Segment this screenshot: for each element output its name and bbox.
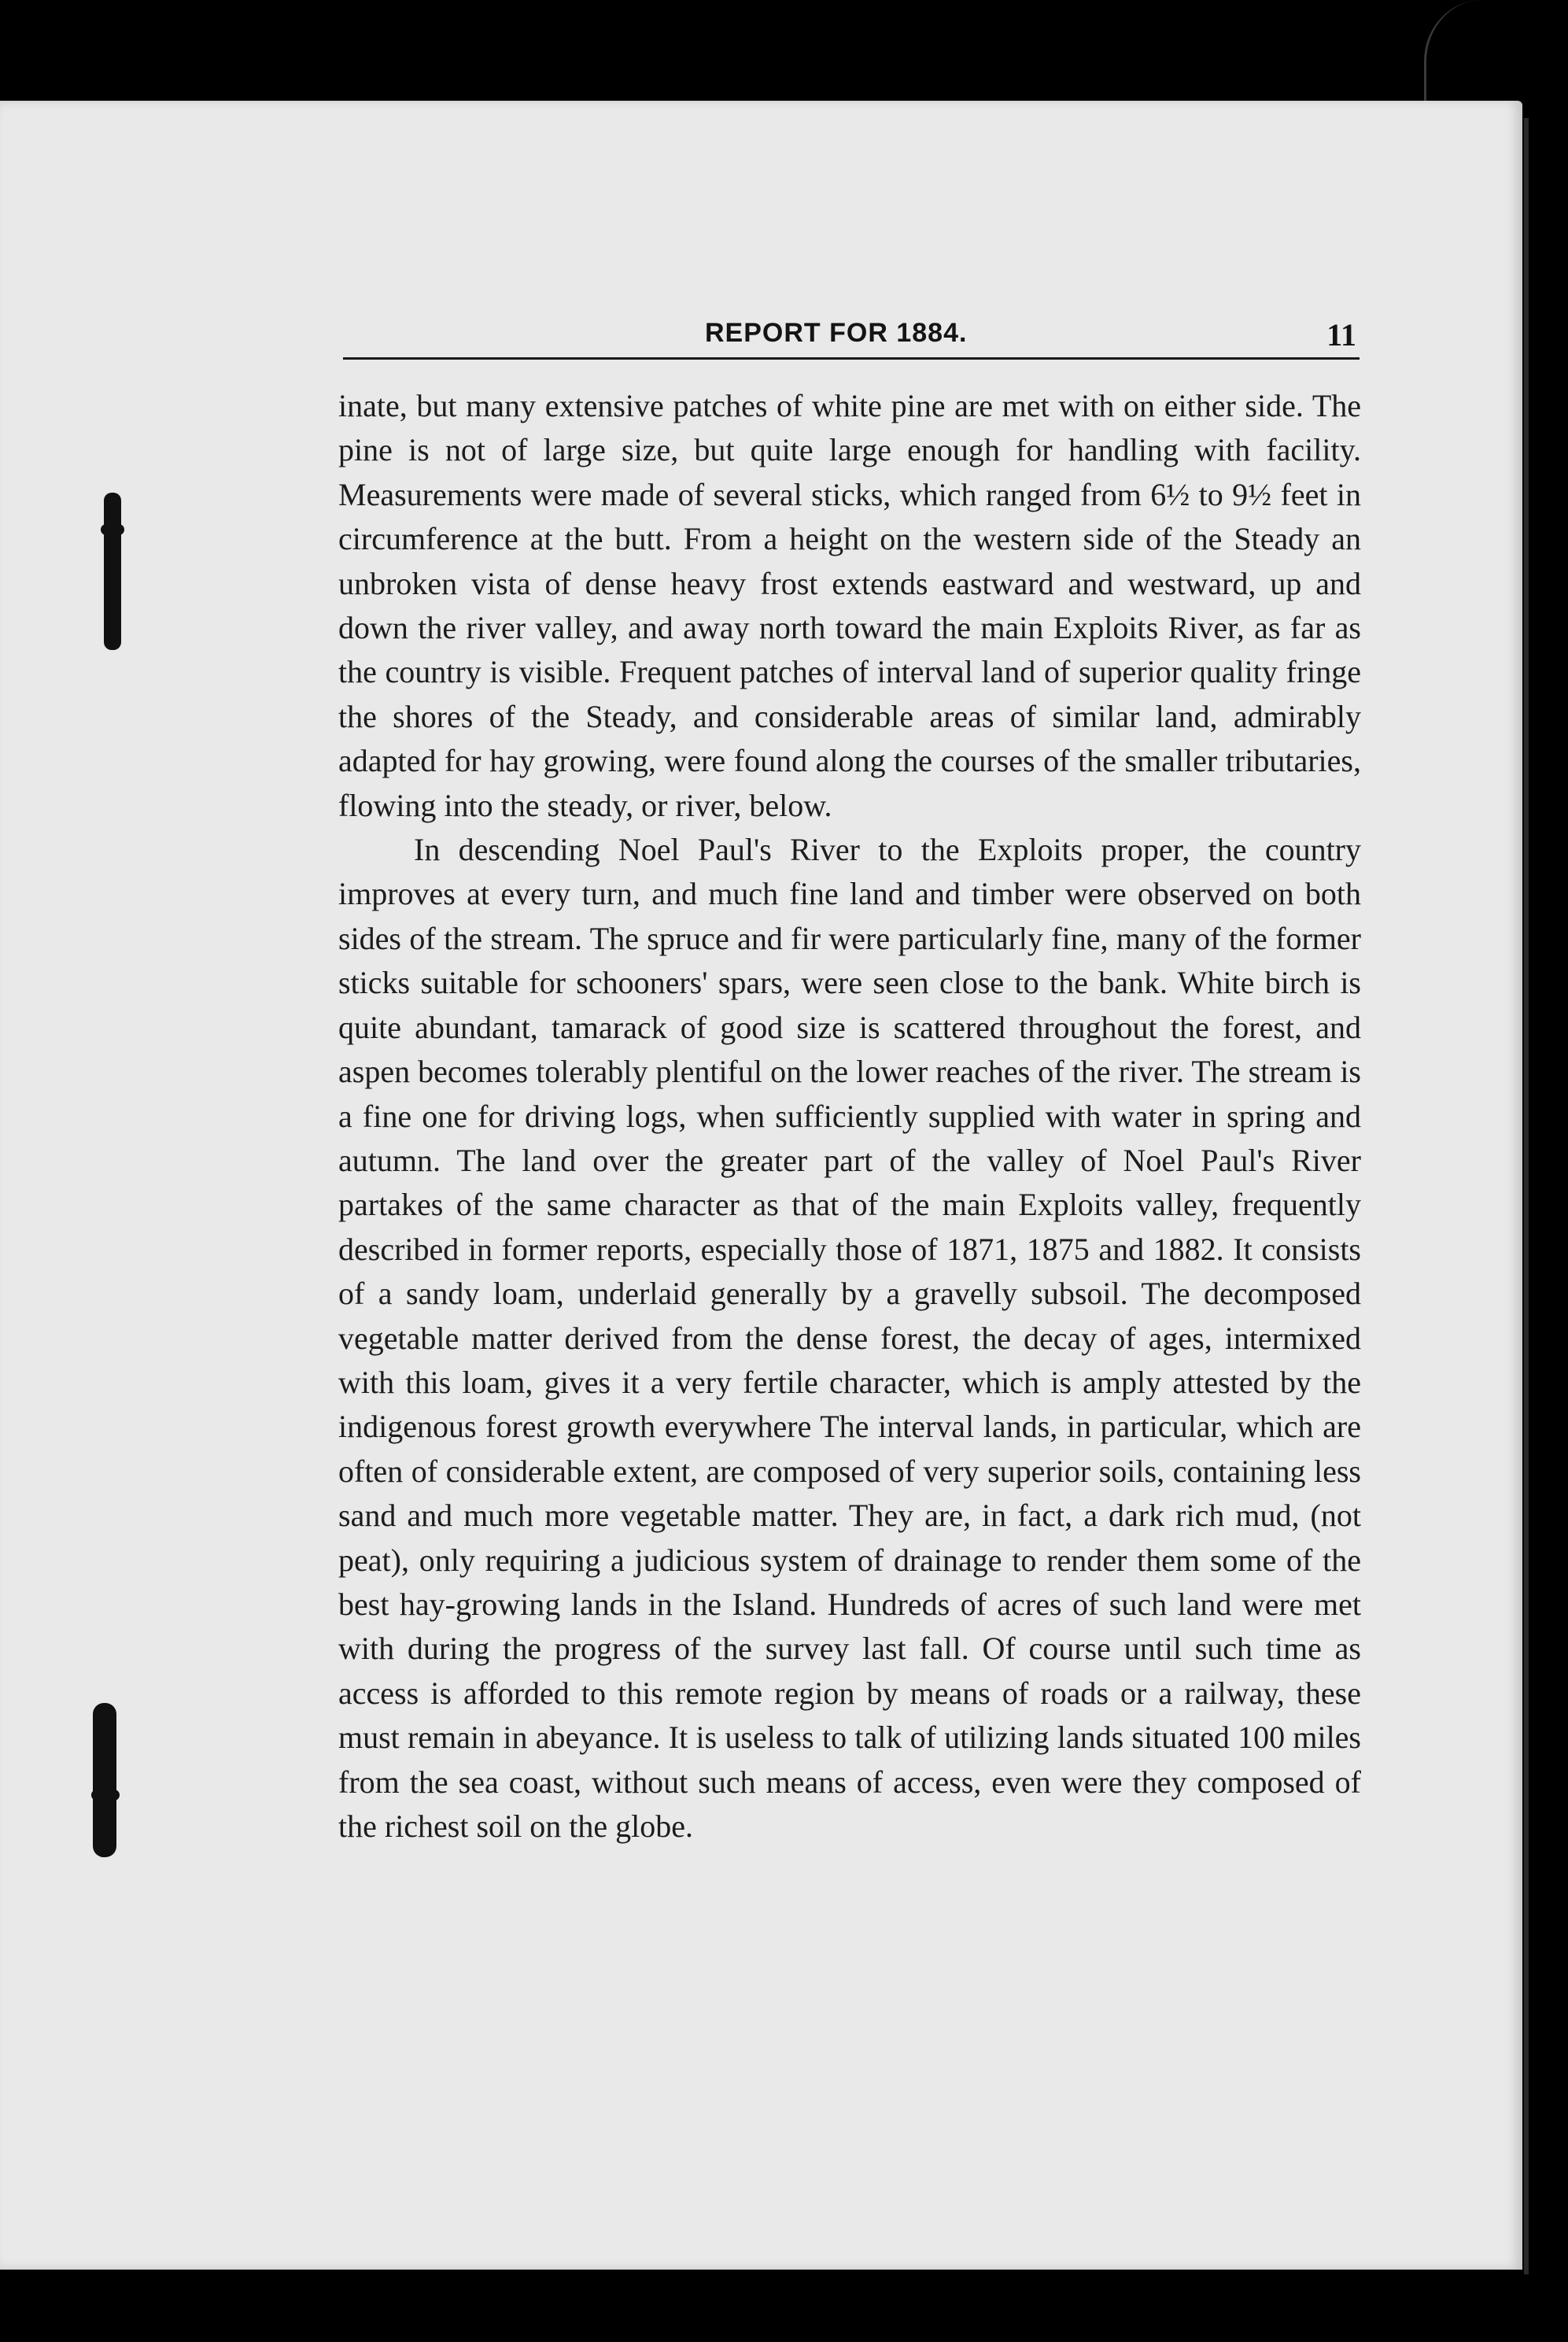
scan-artifact <box>1424 0 1521 102</box>
binding-mark-bottom <box>93 1703 116 1857</box>
running-header <box>343 315 1360 362</box>
header-rule <box>343 357 1360 360</box>
header-title: REPORT FOR 1884. <box>705 318 968 348</box>
binding-mark-top <box>104 493 121 650</box>
body-text <box>338 384 1361 1849</box>
page-number: 11 <box>1326 317 1356 353</box>
page-edge <box>1524 118 1529 2274</box>
paragraph-1: inate, but many extensive patches of white pine are met with on either side. The pine is not of large size, but quite large enough for handling with facility. Measurements were made of several sticks, which ranged from 6½ to 9½ feet in circumference at the butt. From a height on the western side of the Steady an unbroken vista of dense heavy frost extends eastward and westward, up and down the river valley, and away north toward the main Exploits River, as far as the country is visible. Frequent patches of interval land of superior quality fringe the shores of the Steady, and considerable areas of similar land, admirably adapted for hay growing, were found along the courses of the smaller tributaries, flowing into the steady, or river, below. <box>338 388 1361 823</box>
paragraph-2: In descending Noel Paul's River to the Exploits proper, the country improves at every turn, and much fine land and timber were observed on both sides of the stream. The spruce and fir were particularly fine, many of the former sticks suitable for schooners' spars, were seen close to the bank. White birch is quite abundant, tamarack of good size is scattered throughout the forest, and aspen becomes tolerably plentiful on the lower reaches of the river. The stream is a fine one for driving logs, when sufficiently supplied with water in spring and autumn. The land over the greater part of the valley of Noel Paul's River partakes of the same character as that of the main Exploits valley, frequently described in former reports, especially those of 1871, 1875 and 1882. It consists of a sandy loam, underlaid generally by a gravelly subsoil. The decomposed vegetable matter derived from the dense forest, the decay of ages, intermixed with this loam, gives it a very fertile character, which is amply attested by the indigenous forest growth everywhere The interval lands, in particular, which are often of considerable extent, are composed of very superior soils, containing less sand and much more vegetable matter. They are, in fact, a dark rich mud, (not peat), only requiring a judicious system of drainage to render them some of the best hay-growing lands in the Island. Hundreds of acres of such land were met with during the progress of the survey last fall. Of course until such time as access is afforded to this remote region by means of roads or a railway, these must remain in abeyance. It is useless to talk of utilizing lands situated 100 miles from the sea coast, without such means of access, even were they composed of the richest soil on the globe. <box>338 832 1361 1844</box>
